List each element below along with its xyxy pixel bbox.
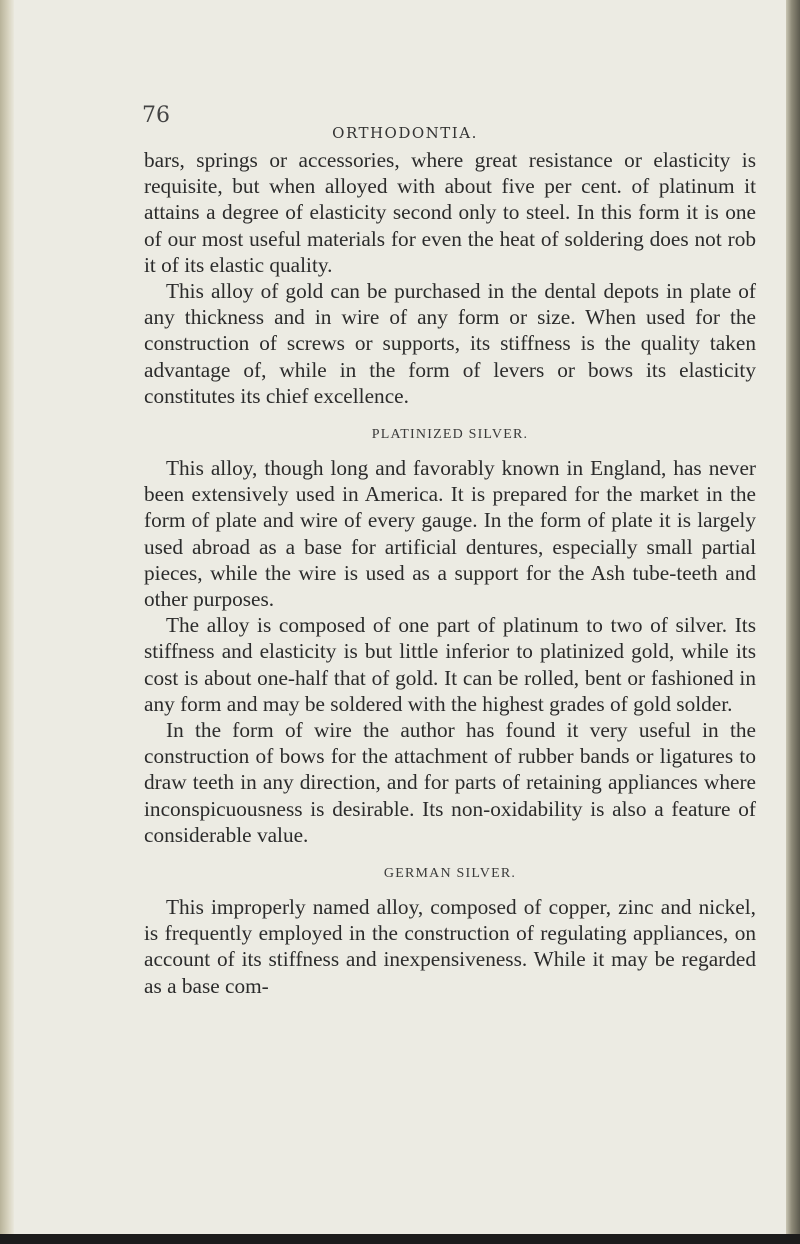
scan-bottom-edge: [0, 1234, 800, 1244]
book-page: [14, 0, 786, 1244]
paragraph: The alloy is composed of one part of platinum to two of silver. Its stiffness and elasticity is but little inferior to platinized gold, while its cost is about one-half that of gold. It can be rolled, bent or fashioned in any form and may be soldered with the highest grades of gold solder.: [144, 613, 756, 716]
running-head: ORTHODONTIA.: [332, 124, 478, 142]
section-heading: GERMAN SILVER.: [383, 866, 517, 882]
paragraph: This improperly named alloy, composed of copper, zinc and nickel, is frequently employed in the construction of regulating appliances, on account of its stiffness and inexpensiveness. While it may be regarded as a base com-: [144, 895, 756, 998]
page-number: 76: [142, 103, 170, 128]
paragraph: bars, springs or accessories, where great resistance or elasticity is requisite, but when alloyed with about five per cent. of platinum it attains a degree of elasticity second only to steel. In this form it is one of our most useful materials for even the heat of soldering does not rob it of its elastic quality.: [144, 148, 756, 277]
page-left-edge: [0, 0, 14, 1244]
page-right-edge: [786, 0, 800, 1244]
section-heading: PLATINIZED SILVER.: [371, 427, 529, 443]
page-body: [144, 147, 756, 999]
paragraph: In the form of wire the author has found it very useful in the construction of bows for the attachment of rubber bands or ligatures to draw teeth in any direction, and for parts of retaining appliances where inconspicuousness is desirable. Its non-oxidability is also a feature of considerable value.: [144, 718, 756, 847]
paragraph: This alloy of gold can be purchased in the dental depots in plate of any thickness and in wire of any form or size. When used for the construction of screws or supports, its stiffness is the quality taken advantage of, while in the form of levers or bows its elasticity constitutes its chief excellence.: [144, 279, 756, 408]
paragraph: This alloy, though long and favorably known in England, has never been extensively used in America. It is prepared for the market in the form of plate and wire of every gauge. In the form of plate it is largely used abroad as a base for artificial dentures, especially small partial pieces, while the wire is used as a support for the Ash tube-teeth and other purposes.: [144, 456, 756, 612]
